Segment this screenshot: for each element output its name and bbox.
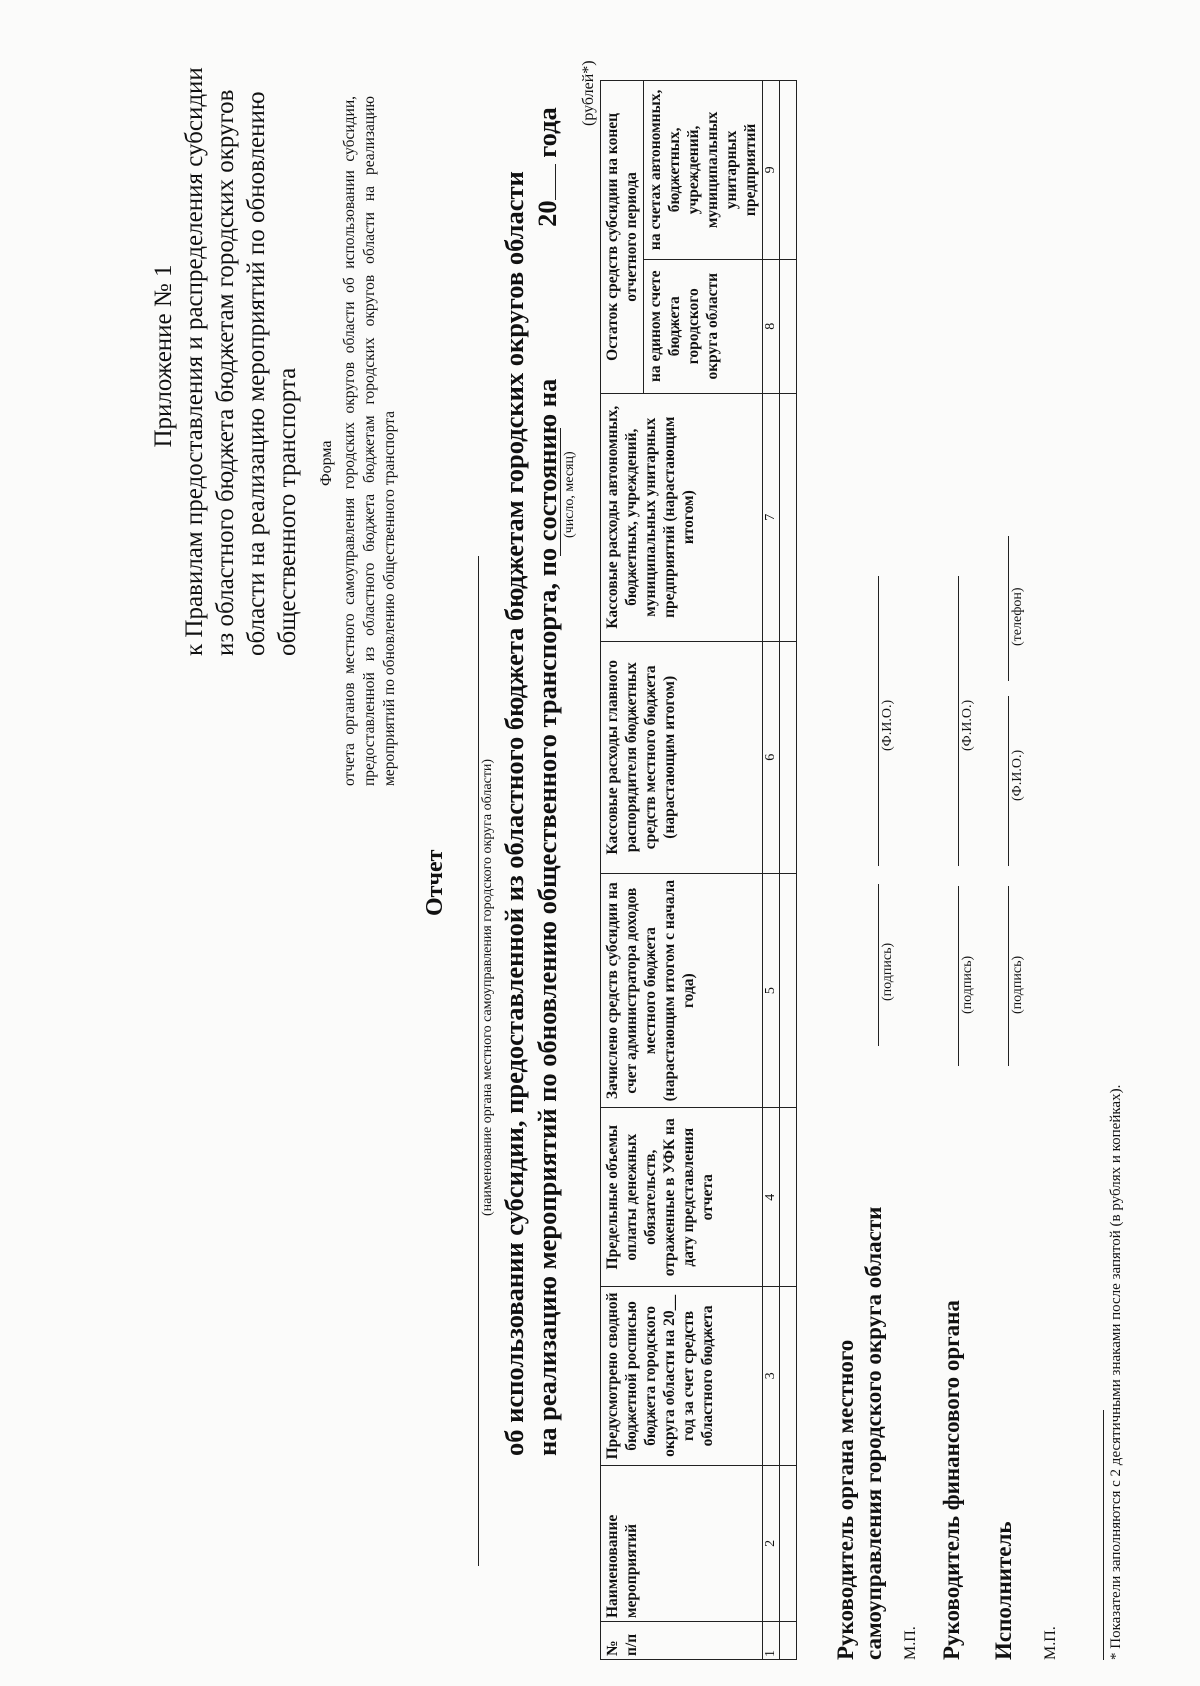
form-label: Форма bbox=[318, 440, 335, 486]
footnote-separator bbox=[1103, 1410, 1104, 1660]
unit-label: (рублей*) bbox=[580, 60, 597, 126]
year-suffix: года bbox=[532, 107, 562, 158]
col-number: 9 bbox=[763, 81, 780, 260]
footnote: * Показатели заполняются с 2 десятичными знаками после запятой (в рублях и копейках). bbox=[1108, 1084, 1124, 1660]
table-cell bbox=[780, 393, 797, 641]
stamp-place-1: М.П. bbox=[902, 1626, 919, 1660]
subtitle-line-1: об использовании субсидии, предоставленной из областного бюджета бюджетам городских округов области bbox=[499, 171, 529, 1456]
col-number: 4 bbox=[763, 1108, 780, 1287]
table-cell bbox=[780, 641, 797, 873]
appendix-line-4: общественного транспорта bbox=[274, 367, 301, 656]
phone-line bbox=[1008, 536, 1009, 681]
head-of-local-government bbox=[832, 1207, 888, 1660]
table-number-row bbox=[763, 81, 780, 1660]
head-line-1: Руководитель органа местного bbox=[833, 1339, 858, 1660]
col-number: 8 bbox=[763, 259, 780, 393]
header-planned: Предусмотрено сводной бюджетной росписью бюджета городского округа области на 20__ год за счет средств областного бюджета bbox=[601, 1287, 763, 1466]
header-institution-expenses: Кассовые расходы автономных, бюджетных, учреждений, муниципальных унитарных предприятий (нарастающим итогом) bbox=[601, 393, 763, 641]
appendix-line-1: к Правилам предоставления и распределения субсидии bbox=[181, 67, 208, 656]
col-number: 2 bbox=[763, 1465, 780, 1621]
appendix-line-3: области на реализацию мероприятий по обновлению bbox=[243, 91, 270, 656]
header-limits: Предельные объемы оплаты денежных обязательств, отраженные в УФК на дату представления отчета bbox=[601, 1108, 763, 1287]
col-number: 7 bbox=[763, 393, 780, 641]
table-cell bbox=[780, 1108, 797, 1287]
subtitle-line-2 bbox=[531, 107, 564, 1456]
fio-caption: (Ф.И.О.) bbox=[1010, 749, 1025, 801]
table-cell bbox=[780, 1622, 797, 1660]
table-cell bbox=[780, 259, 797, 393]
header-name: Наименование мероприятий bbox=[601, 1465, 763, 1621]
signature-line bbox=[878, 884, 879, 1046]
stamp-place-2: М.П. bbox=[1042, 1626, 1059, 1660]
fio-line bbox=[878, 576, 879, 866]
header-institution-accounts: на счетах автономных, бюджетных, учреждений, муниципальных унитарных предприятий bbox=[644, 81, 763, 260]
header-main-expenses: Кассовые расходы главного распорядителя бюджетных средств местного бюджета (нарастающим итогом) bbox=[601, 641, 763, 873]
executor: Исполнитель bbox=[991, 1521, 1016, 1660]
report-subtitle bbox=[498, 107, 564, 1456]
year-prefix: 20 bbox=[532, 200, 562, 227]
signature-caption: (подпись) bbox=[1010, 955, 1025, 1014]
header-balance-group: Остаток средств субсидии на конец отчетного периода bbox=[601, 81, 644, 394]
header-single-account: на едином счете бюджета городского округа области bbox=[644, 259, 763, 393]
fio-caption: (Ф.И.О.) bbox=[960, 699, 975, 751]
table-cell bbox=[780, 81, 797, 260]
signature-line bbox=[1008, 886, 1009, 1066]
col-number: 3 bbox=[763, 1287, 780, 1466]
appendix-title: Приложение № 1 bbox=[150, 264, 177, 448]
finance-head: Руководитель финансового органа bbox=[939, 1300, 964, 1660]
date-line bbox=[560, 428, 561, 556]
col-number: 6 bbox=[763, 641, 780, 873]
appendix-header bbox=[148, 56, 303, 656]
report-title: Отчет bbox=[422, 849, 448, 916]
header-credited: Зачислено средств субсидии на счет администратора доходов местного бюджета (нарастающим итогом с начала года) bbox=[601, 873, 763, 1108]
col-number: 1 bbox=[763, 1622, 780, 1660]
signature-line bbox=[958, 886, 959, 1066]
year-blank bbox=[531, 164, 556, 200]
fio-line bbox=[958, 576, 959, 866]
signature-caption: (подпись) bbox=[960, 955, 975, 1014]
fio-line bbox=[1008, 696, 1009, 866]
table-row bbox=[780, 81, 797, 1660]
appendix-line-2: из областного бюджета бюджетам городских округов bbox=[212, 89, 239, 656]
form-description: отчета органов местного самоуправления городских округов области об использовании субсидии, предоставленной из областного бюджета бюджетам городских округов области на реализацию мероприятий по обновлению общественного транспорта bbox=[341, 96, 398, 786]
table-header-row bbox=[601, 81, 644, 1660]
signature-caption: (подпись) bbox=[880, 942, 895, 1001]
date-caption: (число, месяц) bbox=[562, 451, 577, 538]
table-cell bbox=[780, 1465, 797, 1621]
head-line-2: самоуправления городского округа области bbox=[861, 1206, 886, 1660]
fio-caption: (Ф.И.О.) bbox=[880, 699, 895, 751]
col-number: 5 bbox=[763, 873, 780, 1108]
organization-caption: (наименование органа местного самоуправления городского округа области) bbox=[480, 758, 495, 1216]
header-num: № п/п bbox=[601, 1622, 763, 1660]
organization-name-line bbox=[478, 556, 479, 1566]
phone-caption: (телефон) bbox=[1010, 587, 1025, 646]
table-cell bbox=[780, 1287, 797, 1466]
subtitle-line-2-text: на реализацию мероприятий по обновлению общественного транспорта, по состоянию на bbox=[532, 378, 562, 1456]
table-cell bbox=[780, 873, 797, 1108]
report-table bbox=[600, 80, 797, 1660]
